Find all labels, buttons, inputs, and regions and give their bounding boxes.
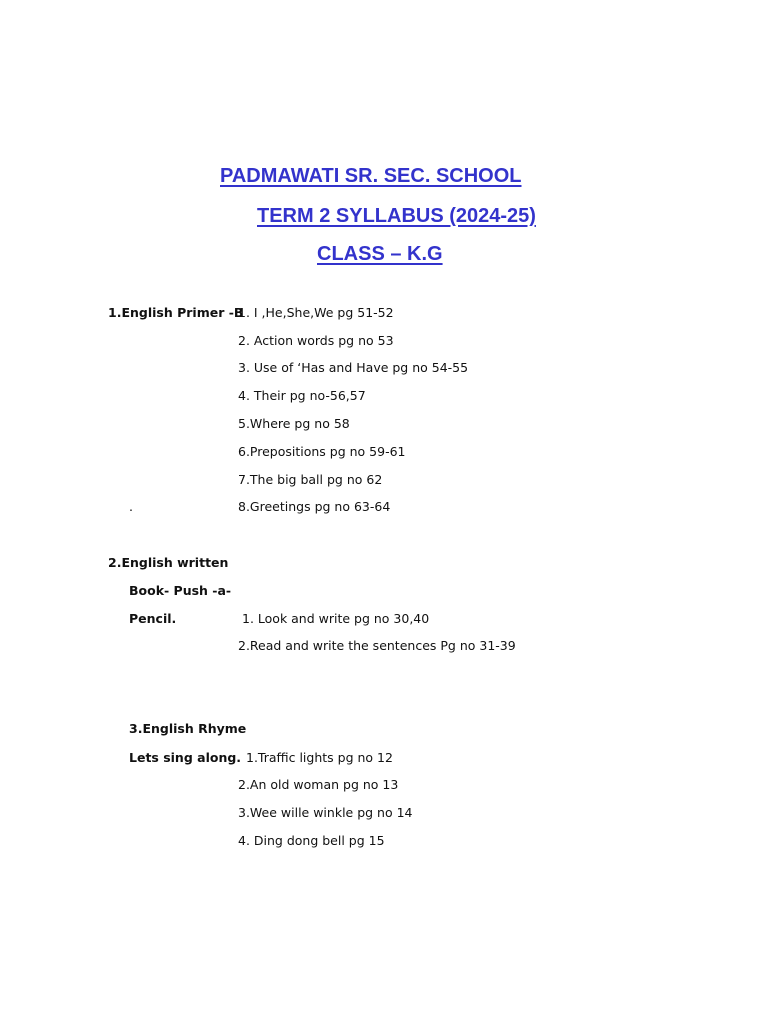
school-name: PADMAWATI SR. SEC. SCHOOL (220, 165, 522, 187)
section-1-item: 7.The big ball pg no 62 (238, 472, 383, 487)
section-2-item: 1. Look and write pg no 30,40 (242, 611, 430, 626)
section-2-subtitle: Book- Push -a- (129, 583, 232, 598)
section-1-item: 2. Action words pg no 53 (238, 333, 394, 348)
term-title: TERM 2 SYLLABUS (2024-25) (257, 205, 536, 227)
section-3-item: 3.Wee wille winkle pg no 14 (238, 805, 413, 820)
section-3-item: 1.Traffic lights pg no 12 (246, 750, 393, 765)
stray-dot: . (129, 499, 133, 514)
section-1-item: 8.Greetings pg no 63-64 (238, 499, 391, 514)
section-1-item: 1. I ,He,She,We pg 51-52 (238, 305, 394, 320)
section-3-subtitle: Lets sing along. (129, 750, 242, 765)
section-1-item: 4. Their pg no-56,57 (238, 388, 366, 403)
section-2-title: 2.English written (108, 555, 229, 570)
section-3-item: 4. Ding dong bell pg 15 (238, 833, 385, 848)
section-2-subtitle: Pencil. (129, 611, 177, 626)
section-1-item: 5.Where pg no 58 (238, 416, 350, 431)
section-3-title: 3.English Rhyme (129, 721, 247, 736)
class-title: CLASS – K.G (317, 243, 443, 265)
section-1-item: 3. Use of ‘Has and Have pg no 54-55 (238, 360, 469, 375)
section-1-title: 1.English Primer -B (108, 305, 244, 320)
section-3-item: 2.An old woman pg no 13 (238, 777, 399, 792)
section-2-item: 2.Read and write the sentences Pg no 31-39 (238, 638, 516, 653)
section-1-item: 6.Prepositions pg no 59-61 (238, 444, 406, 459)
